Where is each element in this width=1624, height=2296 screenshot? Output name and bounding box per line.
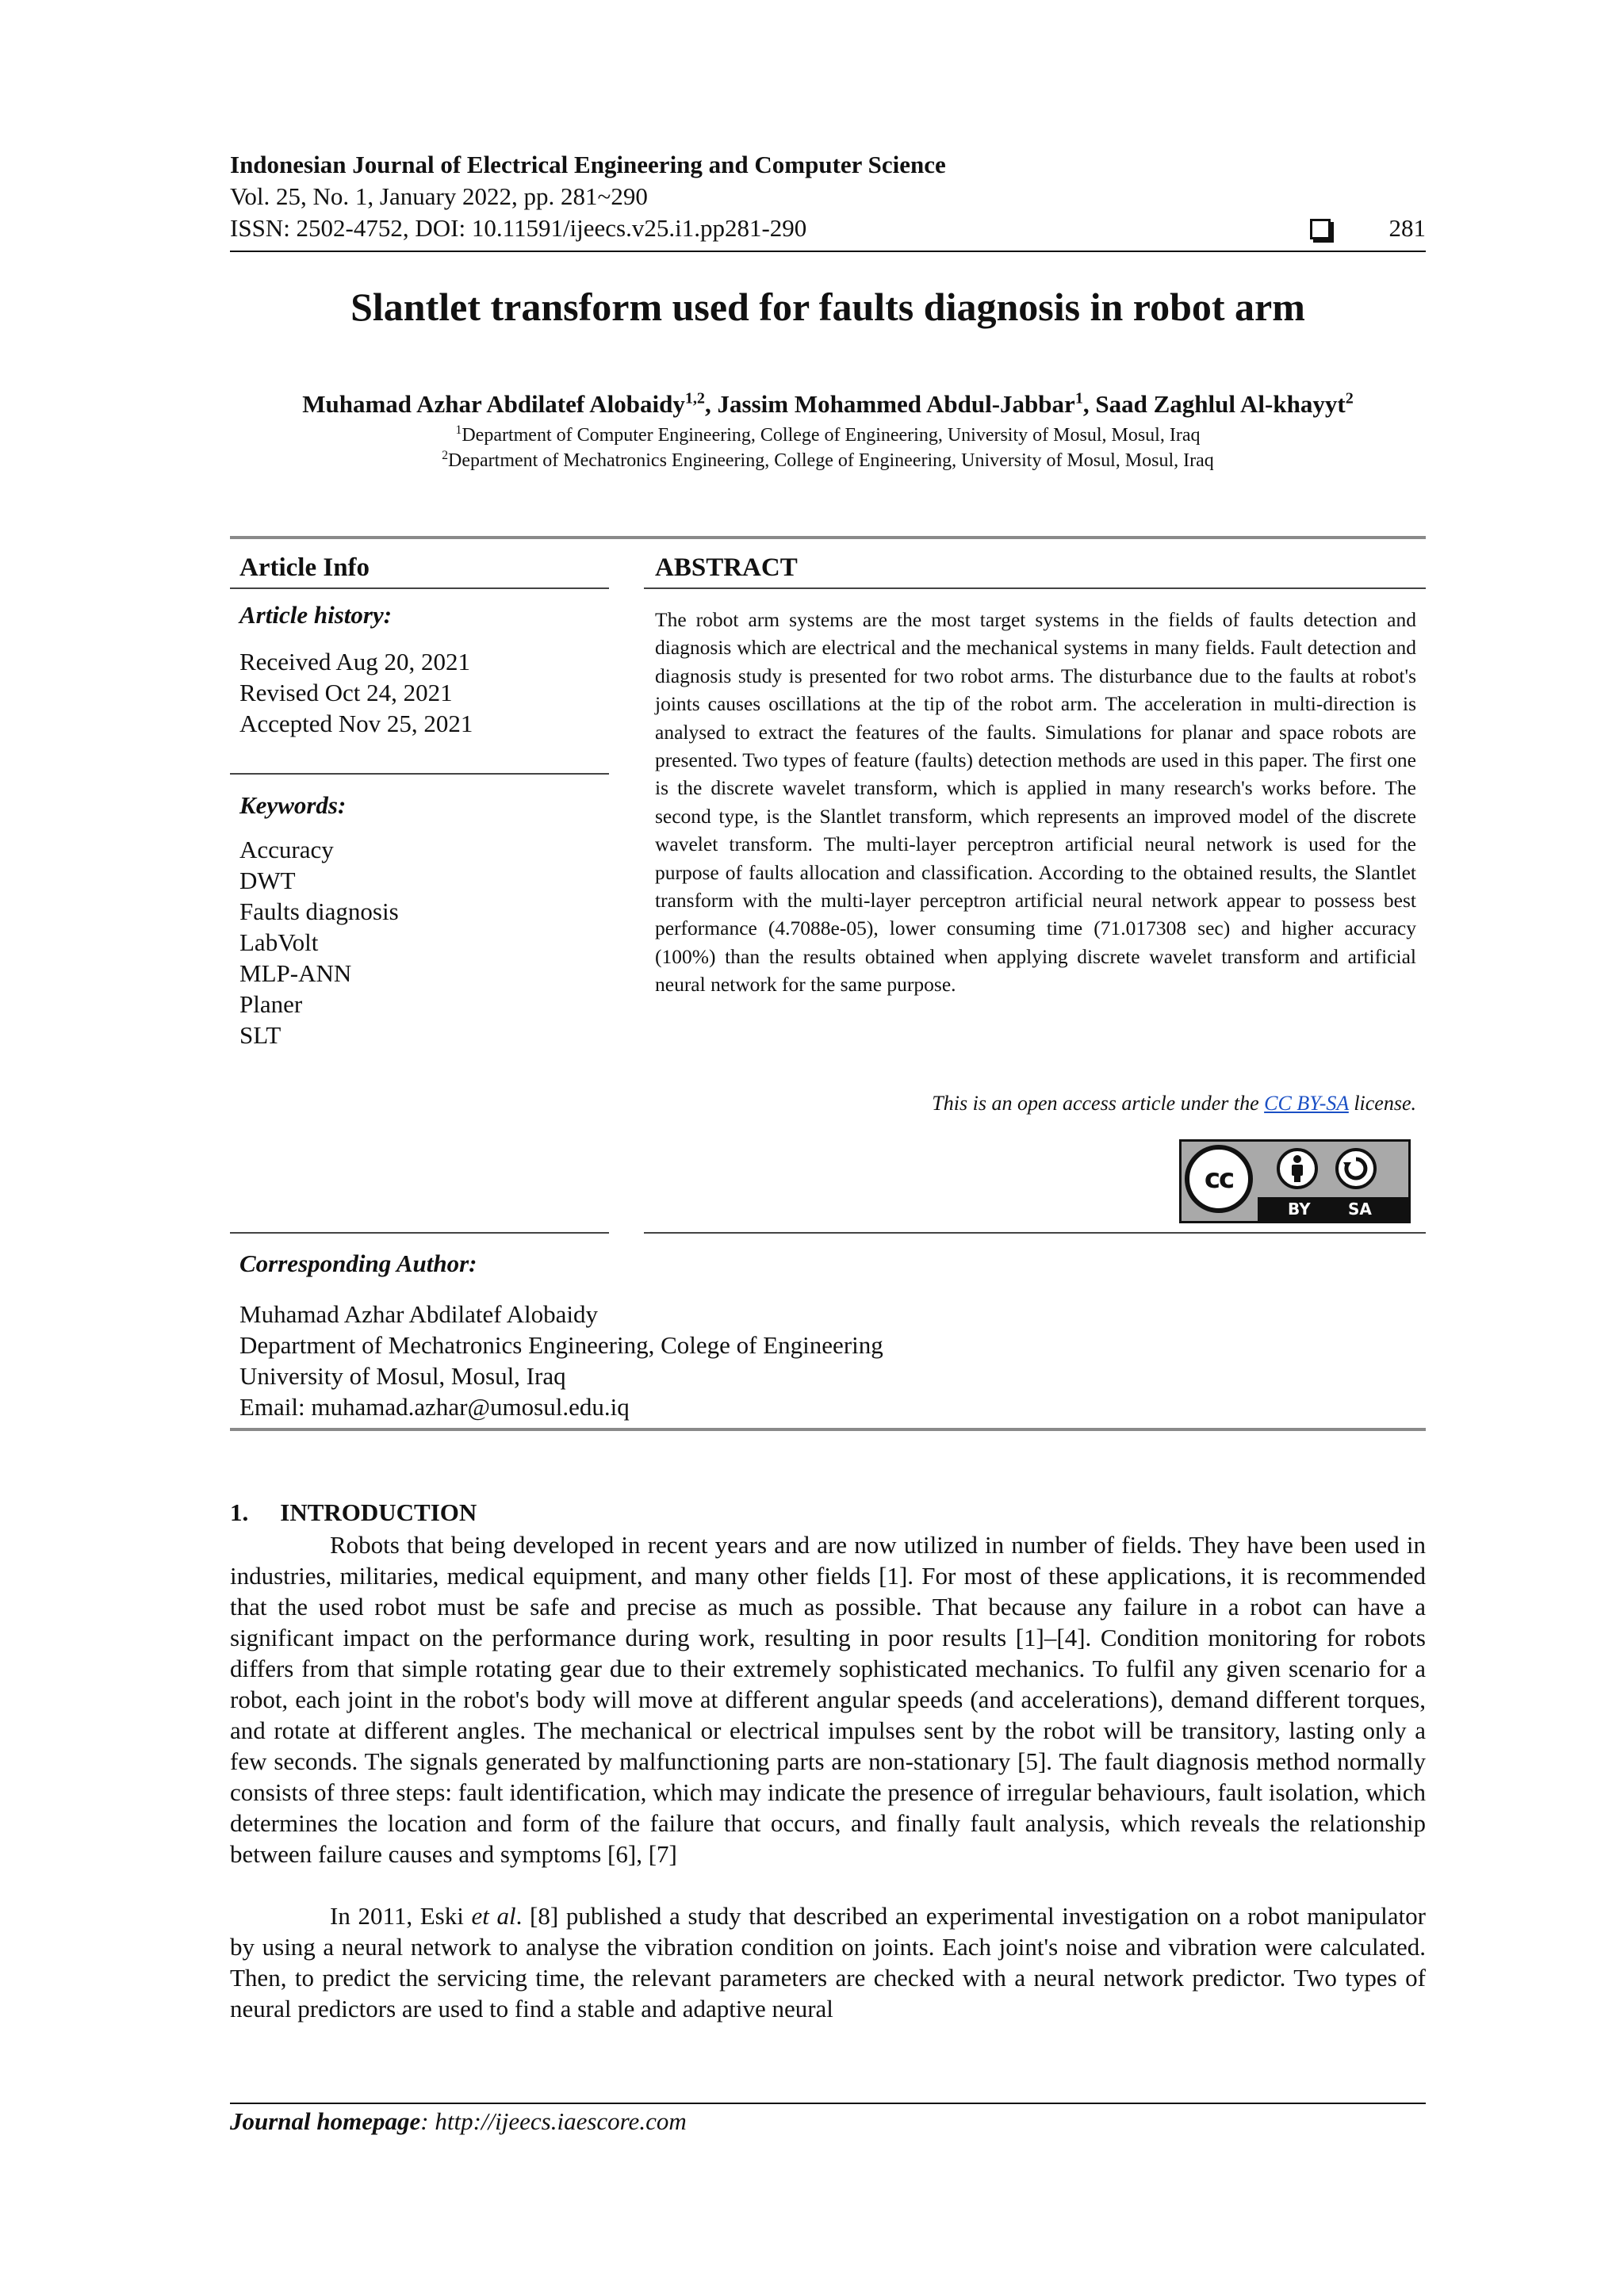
paper-title: Slantlet transform used for faults diagnosis in robot arm bbox=[350, 285, 1305, 329]
keywords-list bbox=[239, 834, 609, 1050]
accepted-date: Accepted Nov 25, 2021 bbox=[239, 710, 473, 737]
cc-badge-strip bbox=[1258, 1197, 1408, 1221]
square-box-icon bbox=[1310, 219, 1331, 239]
affiliation-mark: 2 bbox=[442, 449, 449, 462]
person-icon-svg bbox=[1280, 1151, 1315, 1186]
paragraph-text: In 2011, Eski bbox=[330, 1902, 472, 1930]
author-affiliation-mark: 2 bbox=[1345, 389, 1354, 408]
author-list bbox=[230, 390, 1426, 419]
corresponding-author-email: Email: muhamad.azhar@umosul.edu.iq bbox=[239, 1393, 630, 1421]
author-affiliation-mark: 1,2 bbox=[684, 389, 706, 408]
keyword: DWT bbox=[239, 867, 296, 894]
keyword: MLP-ANN bbox=[239, 959, 352, 987]
affiliation-text: Department of Mechatronics Engineering, College of Engineering, University of Mosul, Mosul, Iraq bbox=[448, 450, 1214, 471]
corresponding-author-block bbox=[239, 1299, 1350, 1422]
history-keywords-rule bbox=[230, 773, 609, 775]
introduction-heading bbox=[230, 1498, 477, 1527]
section-rule-top bbox=[230, 536, 1426, 539]
abstract-bottom-rule bbox=[644, 1232, 1426, 1234]
section-number: 1. bbox=[230, 1498, 249, 1526]
paragraph-text: . [8] published a study that described an experimental investigation on a robot manipulator by using a neural network to analyse the vibration condition on joints. Each joint's noise and vibration were calculated. Then, to predict the servicing time, the relevant parameters are checked with a neural network predictor. Two types of neural predictors are used to find a stable and adaptive neural bbox=[230, 1902, 1426, 2022]
volume-line: Vol. 25, No. 1, January 2022, pp. 281~290 bbox=[230, 182, 648, 210]
homepage-separator: : bbox=[420, 2107, 435, 2135]
share-alike-icon-svg bbox=[1339, 1151, 1373, 1186]
article-history-heading: Article history: bbox=[239, 601, 393, 629]
affiliation bbox=[230, 450, 1426, 472]
abstract-rule bbox=[644, 587, 1426, 589]
journal-name: Indonesian Journal of Electrical Engineering and Computer Science bbox=[230, 151, 946, 178]
license-prefix: This is an open access article under the bbox=[932, 1092, 1265, 1115]
cc-logo-icon: cc bbox=[1185, 1145, 1253, 1213]
author-affiliation-mark: 1 bbox=[1074, 389, 1083, 408]
page-number: 281 bbox=[1388, 214, 1426, 242]
author-separator: , bbox=[1082, 390, 1096, 418]
author-separator: , bbox=[705, 390, 718, 418]
header-rule bbox=[230, 251, 1426, 252]
keyword: LabVolt bbox=[239, 928, 319, 956]
keyword: Accuracy bbox=[239, 836, 334, 863]
author-name: Jassim Mohammed Abdul-Jabbar bbox=[717, 390, 1075, 418]
article-info-heading: Article Info bbox=[239, 553, 370, 582]
issn-doi-line: ISSN: 2502-4752, DOI: 10.11591/ijeecs.v25.i1.pp281-290 bbox=[230, 214, 807, 242]
footer-rule bbox=[230, 2103, 1426, 2104]
person-icon bbox=[1277, 1148, 1318, 1189]
corresponding-author-name: Muhamad Azhar Abdilatef Alobaidy bbox=[239, 1300, 598, 1328]
share-alike-icon bbox=[1335, 1148, 1377, 1189]
introduction-paragraph: Robots that being developed in recent years and are now utilized in number of fields. They have been used in industries, militaries, medical equipment, and many other fields [1]. For most of these applications, it is recommended that the used robot must be safe and precise as much as possible. That because any failure in a robot can have a significant impact on the performance during work, resulting in poor results [1]–[4]. Condition monitoring for robots differs from that simple rotating gear due to their extremely sophisticated mechanics. To fulfil any given scenario for a robot, each joint in the robot's body will move at different angular speeds (and accelerations), demand different torques, and rotate at different angles. The mechanical or electrical impulses sent by the robot will be transitory, lasting only a few seconds. The signals generated by malfunctioning parts are non-stationary [5]. The fault diagnosis method normally consists of three steps: fault identification, which may indicate the presence of irregular behaviours, fault isolation, which determines the location and form of the failure that occurs, and finally fault analysis, which reveals the relationship between failure causes and symptoms [6], [7] bbox=[230, 1531, 1426, 1868]
keyword: Planer bbox=[239, 990, 303, 1018]
author-name: Muhamad Azhar Abdilatef Alobaidy bbox=[302, 390, 685, 418]
abstract-heading: ABSTRACT bbox=[655, 553, 798, 582]
corresponding-author-heading: Corresponding Author: bbox=[239, 1249, 477, 1277]
cc-by-sa-link[interactable]: CC BY-SA bbox=[1264, 1092, 1349, 1115]
author-name: Saad Zaghlul Al-khayyt bbox=[1095, 390, 1346, 418]
cc-by-sa-badge[interactable] bbox=[1179, 1139, 1411, 1223]
article-info-rule bbox=[230, 587, 609, 589]
homepage-link[interactable]: http://ijeecs.iaescore.com bbox=[435, 2107, 687, 2135]
homepage-label: Journal homepage bbox=[230, 2107, 421, 2135]
received-date: Received Aug 20, 2021 bbox=[239, 648, 471, 675]
article-info-bottom-rule bbox=[230, 1232, 609, 1234]
section-title: INTRODUCTION bbox=[280, 1498, 477, 1526]
journal-homepage bbox=[230, 2107, 687, 2136]
corresponding-author-university: University of Mosul, Mosul, Iraq bbox=[239, 1362, 566, 1390]
license-statement bbox=[655, 1092, 1416, 1115]
sa-label: SA bbox=[1348, 1200, 1372, 1219]
article-history bbox=[239, 646, 609, 739]
license-suffix: license. bbox=[1348, 1092, 1416, 1115]
affiliation bbox=[230, 425, 1426, 446]
keyword: SLT bbox=[239, 1021, 282, 1049]
introduction-paragraph bbox=[230, 1900, 1426, 2024]
abstract-text: The robot arm systems are the most target systems in the fields of faults detection and diagnosis which are electrical and the mechanical systems in many fields. Fault detection and diagnosis study is presented for two robot arms. The disturbance due to the faults at robot's joints causes oscillations at the tip of the robot arm. The acceleration in multi-direction is analysed to extract the features of the faults. Simulations for planar and space robots are presented. Two types of feature (faults) detection methods are used in this paper. The first one is the discrete wavelet transform, which is applied in many research's works before. The second type, is the Slantlet transform, which represents an improved model of the discrete wavelet transform. The multi-layer perceptron artificial neural network is used for the purpose of faults allocation and classification. According to the obtained results, the Slantlet transform with the multi-layer perceptron artificial neural network appear to possess best performance (4.7088e-05), lower consuming time (71.017308 sec) and higher accuracy (100%) than the results obtained when applying discrete wavelet transform and artificial neural network for the same purpose. bbox=[655, 608, 1416, 997]
by-label: BY bbox=[1288, 1200, 1311, 1219]
affiliation-text: Department of Computer Engineering, College of Engineering, University of Mosul, Mosul, Iraq bbox=[462, 425, 1201, 446]
affiliation-mark: 1 bbox=[455, 423, 462, 437]
revised-date: Revised Oct 24, 2021 bbox=[239, 679, 453, 706]
keyword: Faults diagnosis bbox=[239, 897, 399, 925]
paragraph-italic: et al bbox=[471, 1902, 516, 1930]
corresponding-author-department: Department of Mechatronics Engineering, Colege of Engineering bbox=[239, 1331, 883, 1359]
keywords-heading: Keywords: bbox=[239, 791, 347, 819]
section-rule-bottom bbox=[230, 1428, 1426, 1431]
